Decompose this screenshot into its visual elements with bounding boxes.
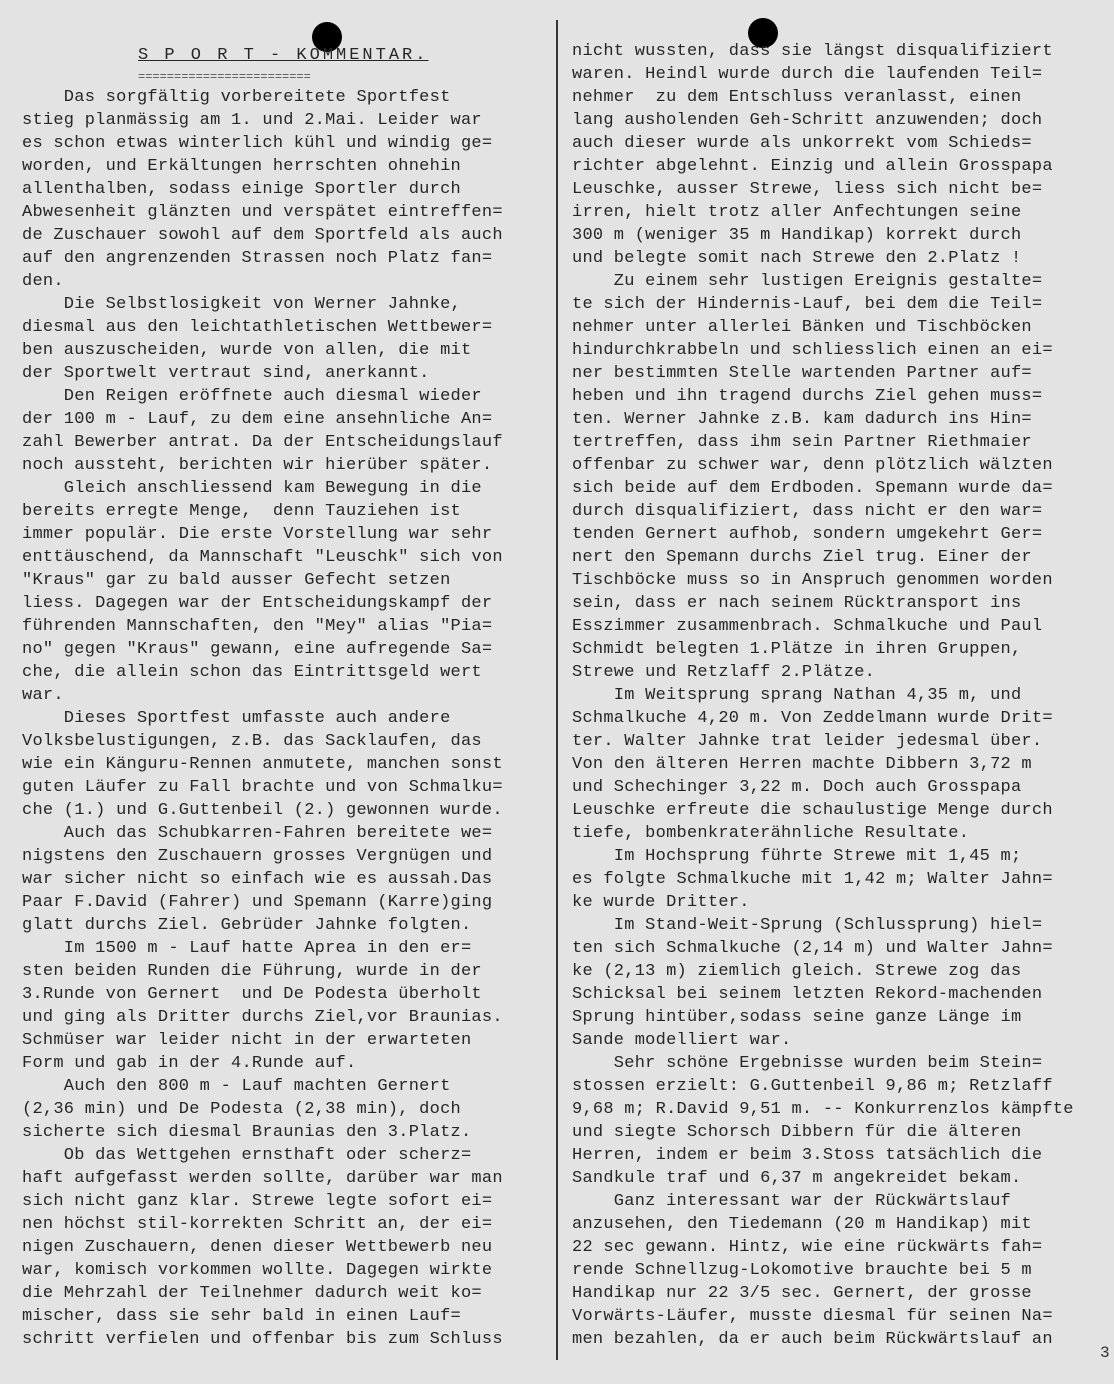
text-line: anzusehen, den Tiedemann (20 m Handikap) mit xyxy=(572,1215,1032,1234)
text-line: sten beiden Runden die Führung, wurde in der xyxy=(22,962,482,981)
text-line: Form und gab in der 4.Runde auf. xyxy=(22,1054,357,1073)
column-divider xyxy=(556,20,558,1360)
text-line: Tischböcke muss so in Anspruch genommen worden xyxy=(572,571,1053,590)
text-line: Schmidt belegten 1.Plätze in ihren Gruppen, xyxy=(572,640,1022,659)
text-line: durch disqualifiziert, dass nicht er den war= xyxy=(572,502,1043,521)
text-line: war. xyxy=(22,686,64,705)
text-line: der 100 m - Lauf, zu dem eine ansehnliche An= xyxy=(22,410,493,429)
text-line: diesmal aus den leichtathletischen Wettbewer= xyxy=(22,318,493,337)
text-line: ten sich Schmalkuche (2,14 m) und Walter Jahn= xyxy=(572,939,1053,958)
text-line: 300 m (weniger 35 m Handikap) korrekt durch xyxy=(572,226,1022,245)
text-line: sicherte sich diesmal Braunias den 3.Platz. xyxy=(22,1123,472,1142)
text-line: de Zuschauer sowohl auf dem Sportfeld als auch xyxy=(22,226,503,245)
text-line: Zu einem sehr lustigen Ereignis gestalte= xyxy=(572,272,1043,291)
text-line: und siegte Schorsch Dibbern für die älteren xyxy=(572,1123,1022,1142)
text-line: Handikap nur 22 3/5 sec. Gernert, der grosse xyxy=(572,1284,1032,1303)
text-line: men bezahlen, da er auch beim Rückwärtslauf an xyxy=(572,1330,1053,1349)
text-line: lang ausholenden Geh-Schritt anzuwenden; doch xyxy=(572,111,1043,130)
text-line: Im 1500 m - Lauf hatte Aprea in den er= xyxy=(22,939,472,958)
text-line: Gleich anschliessend kam Bewegung in die xyxy=(22,479,482,498)
text-line: (2,36 min) und De Podesta (2,38 min), doch xyxy=(22,1100,461,1119)
text-line: Abwesenheit glänzten und verspätet eintreffen= xyxy=(22,203,503,222)
text-line: wie ein Känguru-Rennen anmutete, manchen sonst xyxy=(22,755,503,774)
text-line: Im Stand-Weit-Sprung (Schlussprung) hiel= xyxy=(572,916,1043,935)
text-line: nert den Spemann durchs Ziel trug. Einer der xyxy=(572,548,1032,567)
text-line: Dieses Sportfest umfasste auch andere xyxy=(22,709,451,728)
text-line: Leuschke, ausser Strewe, liess sich nicht be= xyxy=(572,180,1043,199)
text-line: heben und ihn tragend durchs Ziel gehen muss= xyxy=(572,387,1043,406)
text-line: Im Weitsprung sprang Nathan 4,35 m, und xyxy=(572,686,1022,705)
text-line: stieg planmässig am 1. und 2.Mai. Leider war xyxy=(22,111,482,130)
left-column xyxy=(22,40,552,1351)
text-line: und ging als Dritter durchs Ziel,vor Braunias. xyxy=(22,1008,503,1027)
text-line: auch dieser wurde als unkorrekt vom Schieds= xyxy=(572,134,1032,153)
text-line: Esszimmer zusammenbrach. Schmalkuche und Paul xyxy=(572,617,1043,636)
text-line: hindurchkrabbeln und schliesslich einen an ei= xyxy=(572,341,1053,360)
text-line: Schicksal bei seinem letzten Rekord-machenden xyxy=(572,985,1043,1004)
text-line: waren. Heindl wurde durch die laufenden Teil= xyxy=(572,65,1043,84)
text-line: den. xyxy=(22,272,64,291)
text-line: guten Läufer zu Fall brachte und von Schmalku= xyxy=(22,778,503,797)
text-line: ke (2,13 m) ziemlich gleich. Strewe zog das xyxy=(572,962,1022,981)
text-line: te sich der Hindernis-Lauf, bei dem die Teil= xyxy=(572,295,1043,314)
text-line: Auch das Schubkarren-Fahren bereitete we= xyxy=(22,824,493,843)
text-line: Das sorgfältig vorbereitete Sportfest xyxy=(22,88,451,107)
text-line: Strewe und Retzlaff 2.Plätze. xyxy=(572,663,876,682)
text-line: nigstens den Zuschauern grosses Vergnügen und xyxy=(22,847,493,866)
text-line: Von den älteren Herren machte Dibbern 3,72 m xyxy=(572,755,1032,774)
text-line xyxy=(22,63,552,86)
text-line: Auch den 800 m - Lauf machten Gernert xyxy=(22,1077,451,1096)
text-line: schritt verfielen und offenbar bis zum Schluss xyxy=(22,1330,503,1349)
text-line: ke wurde Dritter. xyxy=(572,893,750,912)
text-line: enttäuschend, da Mannschaft "Leuschk" sich von xyxy=(22,548,503,567)
text-line: Sprung hintüber,sodass seine ganze Länge im xyxy=(572,1008,1022,1027)
text-line: es schon etwas winterlich kühl und windig ge= xyxy=(22,134,493,153)
page-title: S P O R T - KOMMENTAR. xyxy=(138,46,429,65)
text-line: Sehr schöne Ergebnisse wurden beim Stein= xyxy=(572,1054,1043,1073)
text-line: Ganz interessant war der Rückwärtslauf xyxy=(572,1192,1011,1211)
text-line: 22 sec gewann. Hintz, wie eine rückwärts fah= xyxy=(572,1238,1043,1257)
text-line: allenthalben, sodass einige Sportler durch xyxy=(22,180,461,199)
text-line: noch aussteht, berichten wir hierüber später. xyxy=(22,456,493,475)
text-line: che (1.) und G.Guttenbeil (2.) gewonnen wurde. xyxy=(22,801,503,820)
text-line: ter. Walter Jahnke trat leider jedesmal über. xyxy=(572,732,1043,751)
text-line: rende Schnellzug-Lokomotive brauchte bei 5 m xyxy=(572,1261,1032,1280)
text-line: haft aufgefasst werden sollte, darüber war man xyxy=(22,1169,503,1188)
text-line: war, komisch vorkommen wollte. Dagegen wirkte xyxy=(22,1261,493,1280)
text-line: war sicher nicht so einfach wie es aussah.Das xyxy=(22,870,493,889)
text-line: sich beide auf dem Erdboden. Spemann wurde da= xyxy=(572,479,1053,498)
text-line: "Kraus" gar zu bald ausser Gefecht setzen xyxy=(22,571,451,590)
text-line: Paar F.David (Fahrer) und Spemann (Karre)ging xyxy=(22,893,493,912)
text-line: mischer, dass sie sehr bald in einen Lauf= xyxy=(22,1307,461,1326)
text-line: irren, hielt trotz aller Anfechtungen seine xyxy=(572,203,1022,222)
text-line: ner bestimmten Stelle wartenden Partner auf= xyxy=(572,364,1032,383)
text-line: Die Selbstlosigkeit von Werner Jahnke, xyxy=(22,295,461,314)
text-line: tiefe, bombenkraterähnliche Resultate. xyxy=(572,824,970,843)
text-line: no" gegen "Kraus" gewann, eine aufregende Sa= xyxy=(22,640,493,659)
text-line xyxy=(22,40,552,63)
text-line: Sande modelliert war. xyxy=(572,1031,792,1050)
right-column xyxy=(572,40,1102,1351)
text-line: tenden Gernert aufhob, sondern umgekehrt Ger= xyxy=(572,525,1043,544)
text-line: nen höchst stil-korrekten Schritt an, der ei= xyxy=(22,1215,493,1234)
text-line: ben auszuscheiden, wurde von allen, die mit xyxy=(22,341,472,360)
text-line: glatt durchs Ziel. Gebrüder Jahnke folgten. xyxy=(22,916,472,935)
margin-mark: 3 xyxy=(1100,1344,1110,1362)
text-line: bereits erregte Menge, denn Tauziehen ist xyxy=(22,502,461,521)
text-line: nicht wussten, dass sie längst disqualifiziert xyxy=(572,42,1053,61)
text-line: sich nicht ganz klar. Strewe legte sofort ei= xyxy=(22,1192,493,1211)
text-line: nehmer unter allerlei Bänken und Tischböcken xyxy=(572,318,1032,337)
text-line: auf den angrenzenden Strassen noch Platz fan= xyxy=(22,249,493,268)
text-line: der Sportwelt vertraut sind, anerkannt. xyxy=(22,364,430,383)
text-line: worden, und Erkältungen herrschten ohnehin xyxy=(22,157,461,176)
text-line: che, die allein schon das Eintrittsgeld wert xyxy=(22,663,482,682)
text-line: 9,68 m; R.David 9,51 m. -- Konkurrenzlos kämpfte xyxy=(572,1100,1074,1119)
text-line: nehmer zu dem Entschluss veranlasst, einen xyxy=(572,88,1022,107)
text-line: zahl Bewerber antrat. Da der Entscheidungslauf xyxy=(22,433,503,452)
text-line: Volksbelustigungen, z.B. das Sacklaufen, das xyxy=(22,732,482,751)
text-line: Ob das Wettgehen ernsthaft oder scherz= xyxy=(22,1146,472,1165)
text-line: ten. Werner Jahnke z.B. kam dadurch ins Hin= xyxy=(572,410,1032,429)
text-line: Schmüser war leider nicht in der erwarteten xyxy=(22,1031,472,1050)
text-line: richter abgelehnt. Einzig und allein Grosspapa xyxy=(572,157,1053,176)
text-line: die Mehrzahl der Teilnehmer dadurch weit ko= xyxy=(22,1284,482,1303)
title-underline-rule: ======================== xyxy=(138,70,311,84)
text-line: es folgte Schmalkuche mit 1,42 m; Walter Jahn= xyxy=(572,870,1053,889)
text-line: Im Hochsprung führte Strewe mit 1,45 m; xyxy=(572,847,1022,866)
text-line: Sandkule traf und 6,37 m angekreidet bekam. xyxy=(572,1169,1022,1188)
text-line: tertreffen, dass ihm sein Partner Riethmaier xyxy=(572,433,1032,452)
text-line: offenbar zu schwer war, denn plötzlich wälzten xyxy=(572,456,1053,475)
text-line: sein, dass er nach seinem Rücktransport ins xyxy=(572,594,1022,613)
text-line: Herren, indem er beim 3.Stoss tatsächlich die xyxy=(572,1146,1043,1165)
text-line: liess. Dagegen war der Entscheidungskampf der xyxy=(22,594,493,613)
text-line: stossen erzielt: G.Guttenbeil 9,86 m; Retzlaff xyxy=(572,1077,1053,1096)
text-line: Vorwärts-Läufer, musste diesmal für seinen Na= xyxy=(572,1307,1053,1326)
text-line: führenden Mannschaften, den "Mey" alias "Pia= xyxy=(22,617,493,636)
text-line: und Schechinger 3,22 m. Doch auch Grosspapa xyxy=(572,778,1022,797)
text-line: Den Reigen eröffnete auch diesmal wieder xyxy=(22,387,482,406)
text-line: Leuschke erfreute die schaulustige Menge durch xyxy=(572,801,1053,820)
text-line: Schmalkuche 4,20 m. Von Zeddelmann wurde Drit= xyxy=(572,709,1053,728)
text-line: 3.Runde von Gernert und De Podesta überholt xyxy=(22,985,482,1004)
text-line: nigen Zuschauern, denen dieser Wettbewerb neu xyxy=(22,1238,493,1257)
text-line: und belegte somit nach Strewe den 2.Platz ! xyxy=(572,249,1022,268)
text-line: immer populär. Die erste Vorstellung war sehr xyxy=(22,525,493,544)
